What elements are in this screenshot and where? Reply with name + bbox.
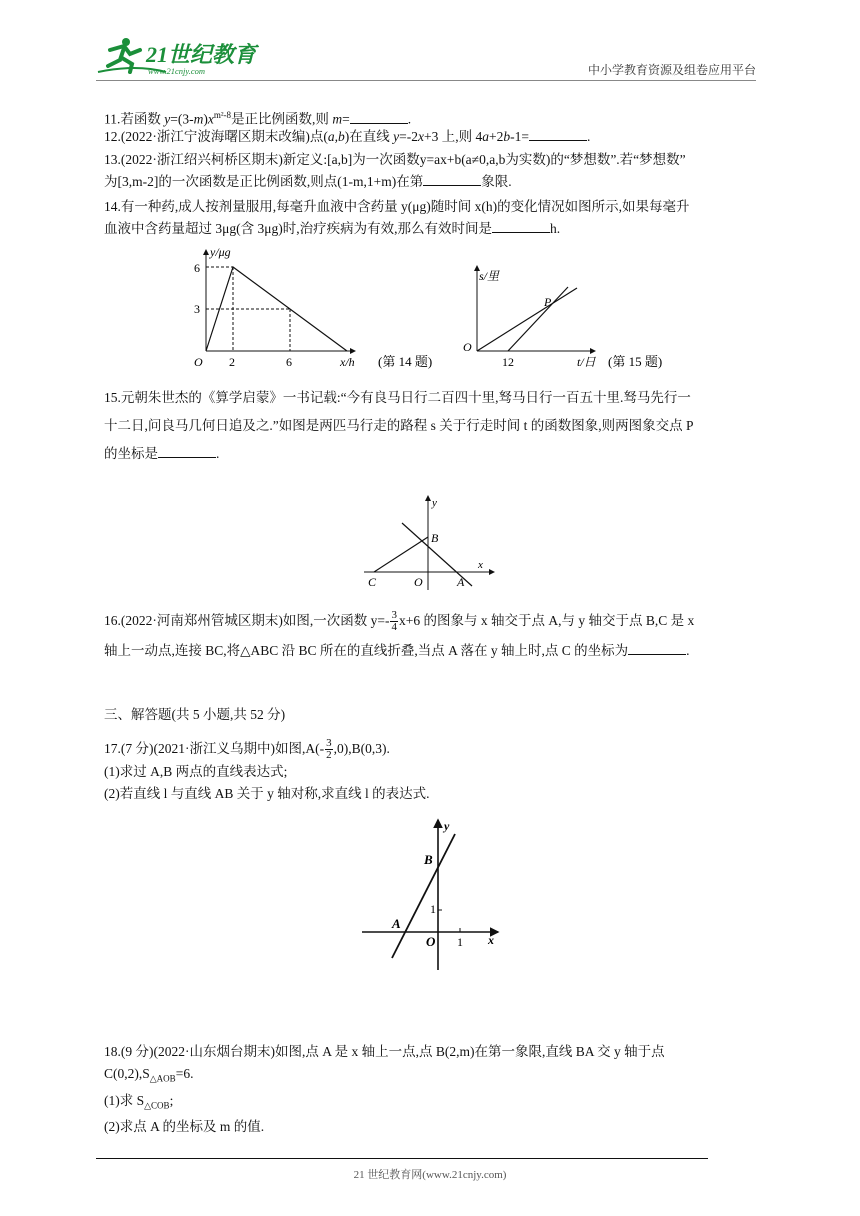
fig17-point-b: B	[424, 852, 433, 867]
header-divider	[96, 80, 756, 81]
q18-part1-end: ;	[169, 1092, 174, 1108]
question-12	[104, 126, 764, 148]
figure-14	[194, 245, 432, 369]
q12-text-b: )在直线	[344, 129, 394, 144]
q16-line2-end: .	[686, 643, 690, 658]
q16-line2: 轴上一动点,连接 BC,将△ABC 沿 BC 所在的直线折叠,当点 A 落在 y 轴上时,点 C 的坐标为	[104, 643, 629, 658]
q14-line1: 14.有一种药,成人按剂量服用,每毫升血液中含药量 y(μg)随时间 x(h)的变化情况如图所示,如果每毫升	[104, 199, 690, 214]
q16-line1-b: x+6 的图象与 x 轴交于点 A,与 y 轴交于点 B,C 是 x	[398, 613, 695, 628]
q14-line2: 血液中含药量超过 3μg(含 3μg)时,治疗疾病为有效,那么有效时间是	[104, 221, 492, 236]
fig16-point-c: C	[368, 575, 377, 589]
header-platform-text: 中小学教育资源及组卷应用平台	[587, 63, 756, 77]
fig14-x-label: x/h	[340, 355, 355, 369]
fig15-caption: (第 15 题)	[608, 354, 663, 369]
q12-text-c: =-2	[399, 129, 418, 144]
question-15	[104, 384, 764, 468]
answer-blank[interactable]	[628, 642, 686, 655]
q12-var-ab: a,b	[327, 129, 345, 144]
fig17-one-x: 1	[457, 935, 463, 949]
q18-part1: (1)求 S	[104, 1092, 145, 1108]
footer-divider	[96, 1158, 708, 1159]
fig17-one-y: 1	[430, 902, 436, 916]
q14-line2-end: h.	[549, 221, 561, 236]
question-14	[104, 196, 764, 240]
q17-line1-b: ,0),B(0,3).	[333, 741, 390, 756]
q18-line2-sub: △AOB	[149, 1073, 176, 1084]
answer-blank[interactable]	[350, 111, 408, 124]
section-heading: 三、解答题(共 5 小题,共 52 分)	[104, 707, 286, 722]
q11-var-x: x	[207, 111, 214, 127]
q16-line1: 16.(2022·河南郑州管城区期末)如图,一次函数 y=-	[104, 613, 390, 628]
fig16-point-a: A	[457, 575, 465, 589]
q17-frac-num: 3	[326, 737, 332, 750]
site-logo	[96, 36, 266, 83]
fig14-origin: O	[194, 355, 203, 369]
figure-14-15	[180, 244, 700, 379]
q13-line1: 13.(2022·浙江绍兴柯桥区期末)新定义:[a,b]为一次函数y=ax+b(a≠0,a,b为实数)的“梦想数”.若“梦想数”	[104, 152, 686, 167]
fig15-line-slow	[477, 288, 577, 351]
question-17	[104, 738, 764, 805]
q11-text: 11.若函数	[104, 111, 165, 127]
fig14-tick-y: 3	[194, 302, 200, 316]
q15-line1: 15.元朝朱世杰的《算学启蒙》一书记载:“今有良马日行二百四十里,驽马日行一百五十里.驽马先行一	[104, 390, 691, 405]
logo-url: www.21cnjy.com	[148, 66, 205, 76]
q17-frac-den: 2	[326, 749, 332, 762]
q15-line3-end: .	[216, 446, 220, 461]
fig15-origin: O	[463, 340, 472, 354]
question-18	[104, 1041, 764, 1138]
footer-text: 21 世纪教育网(www.21cnjy.com)	[353, 1169, 507, 1181]
fig16-y-label: y	[432, 497, 437, 509]
q16-fraction	[390, 610, 398, 633]
fig15-y-label: s/里	[479, 269, 500, 283]
q16-frac-num: 3	[391, 609, 397, 622]
q12-text-a: 12.(2022·浙江宁波海曙区期末改编)点(	[104, 129, 328, 144]
q18-part1-sub: △COB	[144, 1100, 170, 1111]
q12-var-y: y	[393, 129, 400, 144]
q15-line2: 十二日,问良马几何日追及之.”如图是两匹马行走的路程 s 关于行走时间 t 的函数图象,则两图象交点 P	[104, 418, 694, 433]
q12-text-f: -1=	[510, 129, 529, 144]
fig16-line-cb	[374, 537, 428, 572]
q11-text-post: 是正比例函数,则	[231, 111, 333, 127]
question-16	[104, 606, 764, 666]
q15-line3: 的坐标是	[104, 446, 158, 461]
question-13	[104, 149, 764, 193]
q18-line1: 18.(9 分)(2022·山东烟台期末)如图,点 A 是 x 轴上一点,点 B(2,m)在第一象限,直线 BA 交 y 轴于点	[104, 1044, 665, 1059]
answer-blank[interactable]	[423, 173, 481, 186]
fig16-origin: O	[414, 575, 423, 589]
q17-part1: (1)求过 A,B 两点的直线表达式;	[104, 764, 288, 780]
answer-blank[interactable]	[529, 128, 587, 141]
figure-15	[463, 266, 662, 369]
fig17-x-label: x	[488, 933, 494, 947]
figure-17	[360, 816, 505, 974]
fig14-tick-x: 6	[286, 355, 292, 369]
q12-var-x: x	[417, 129, 424, 144]
q12-end: .	[586, 129, 591, 144]
q11-var-m: m	[193, 111, 204, 127]
fig17-y-label: y	[444, 819, 450, 833]
answer-blank[interactable]	[492, 220, 550, 233]
fig17-point-a: A	[392, 916, 401, 931]
q13-line2: 为[3,m-2]的一次函数是正比例函数,则点(1-m,1+m)在第	[104, 174, 424, 189]
fig17-origin: O	[426, 934, 436, 949]
fig15-tick-x: 12	[502, 355, 514, 369]
answer-blank[interactable]	[158, 445, 216, 458]
q11-eq2: =	[342, 111, 350, 127]
fig14-tick-x: 2	[229, 355, 235, 369]
q16-frac-den: 4	[391, 621, 397, 634]
fig16-point-b: B	[431, 531, 439, 545]
fig14-y-label: y/μg	[210, 245, 231, 259]
fig16-x-label: x	[478, 559, 483, 571]
fig15-x-label: t/日	[577, 355, 596, 369]
fig14-caption: (第 14 题)	[378, 354, 433, 369]
q18-part2: (2)求点 A 的坐标及 m 的值.	[104, 1119, 265, 1135]
q12-text-e: +2	[488, 129, 504, 144]
fig14-tick-y: 6	[194, 261, 200, 275]
q17-line1: 17.(7 分)(2021·浙江义乌期中)如图,A(-	[104, 741, 325, 756]
q11-exponent: m²-8	[213, 110, 232, 120]
q11-paren: )	[203, 111, 208, 127]
q17-part2: (2)若直线 l 与直线 AB 关于 y 轴对称,求直线 l 的表达式.	[104, 786, 430, 802]
q11-end: .	[407, 111, 412, 127]
q17-fraction	[325, 738, 333, 761]
q13-line2-end: 象限.	[481, 174, 512, 189]
q11-var-y: y	[164, 111, 171, 127]
q11-var-m2: m	[332, 111, 343, 127]
q12-var-b: b	[503, 129, 511, 144]
q12-var-a: a	[482, 129, 489, 144]
q18-line2: C(0,2),S	[104, 1066, 150, 1081]
fig15-line-fast	[508, 287, 568, 351]
q11-text-eq: =(3-	[170, 111, 194, 127]
figure-16	[362, 492, 502, 594]
fig15-point-p: P	[544, 295, 552, 309]
q12-text-d: +3 上,则 4	[423, 129, 483, 144]
logo-text: 21世纪教育	[146, 42, 257, 67]
q18-line2-end: =6.	[175, 1066, 194, 1081]
